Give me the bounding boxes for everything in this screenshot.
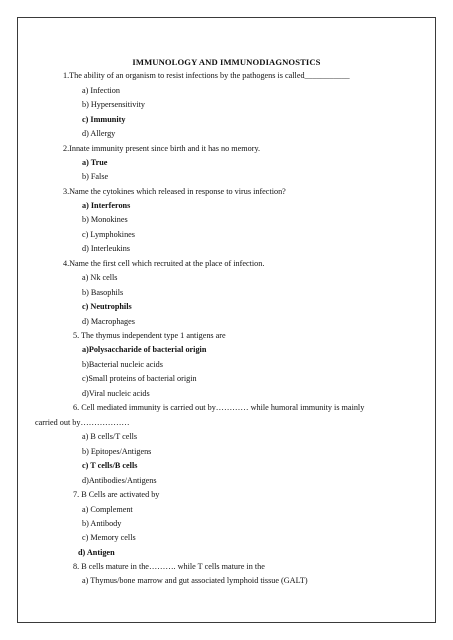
question-text: 8. B cells mature in the………. while T cells mature in the bbox=[73, 562, 265, 571]
answer-option: c) Immunity bbox=[82, 115, 126, 124]
answer-option: a) Interferons bbox=[82, 201, 131, 210]
answer-option: b) False bbox=[82, 172, 109, 181]
answer-option: c) T cells/B cells bbox=[82, 461, 138, 470]
answer-option: d) Allergy bbox=[82, 129, 116, 138]
answer-option: a) Infection bbox=[82, 86, 120, 95]
document-title: IMMUNOLOGY AND IMMUNODIAGNOSTICS bbox=[132, 57, 321, 67]
answer-option: d) Interleukins bbox=[82, 244, 130, 253]
answer-option: d) Macrophages bbox=[82, 317, 135, 326]
answer-option: a) B cells/T cells bbox=[82, 432, 138, 441]
answer-option: c) Lymphokines bbox=[82, 230, 135, 239]
answer-option: b)Bacterial nucleic acids bbox=[82, 360, 163, 369]
answer-option: d)Antibodies/Antigens bbox=[82, 476, 157, 485]
question-text: carried out by……………… bbox=[35, 418, 130, 427]
answer-option: b) Hypersensitivity bbox=[82, 100, 145, 109]
question-text: 6. Cell mediated immunity is carried out by………… while humoral immunity is mainly bbox=[73, 403, 365, 412]
answer-option: a)Polysaccharide of bacterial origin bbox=[82, 345, 207, 354]
answer-option: a) Nk cells bbox=[82, 273, 118, 282]
answer-option: b) Monokines bbox=[82, 215, 128, 224]
answer-option: a) Complement bbox=[82, 505, 133, 514]
answer-option: b) Epitopes/Antigens bbox=[82, 447, 152, 456]
answer-option: a) True bbox=[82, 158, 108, 167]
answer-option: c)Small proteins of bacterial origin bbox=[82, 374, 197, 383]
question-text: 3.Name the cytokines which released in response to virus infection? bbox=[63, 187, 286, 196]
question-text: 5. The thymus independent type 1 antigens are bbox=[73, 331, 226, 340]
page-border bbox=[17, 17, 436, 623]
question-text: 1.The ability of an organism to resist infections by the pathogens is called___________ bbox=[63, 71, 350, 80]
answer-option: a) Thymus/bone marrow and gut associated lymphoid tissue (GALT) bbox=[82, 576, 308, 585]
question-text: 2.Innate immunity present since birth and it has no memory. bbox=[63, 144, 261, 153]
answer-option: d) Antigen bbox=[78, 548, 115, 557]
question-text: 4.Name the first cell which recruited at the place of infection. bbox=[63, 259, 265, 268]
answer-option: c) Memory cells bbox=[82, 533, 136, 542]
answer-option: d)Viral nucleic acids bbox=[82, 389, 150, 398]
question-text: 7. B Cells are activated by bbox=[73, 490, 160, 499]
answer-option: b) Antibody bbox=[82, 519, 122, 528]
answer-option: c) Neutrophils bbox=[82, 302, 132, 311]
answer-option: b) Basophils bbox=[82, 288, 124, 297]
